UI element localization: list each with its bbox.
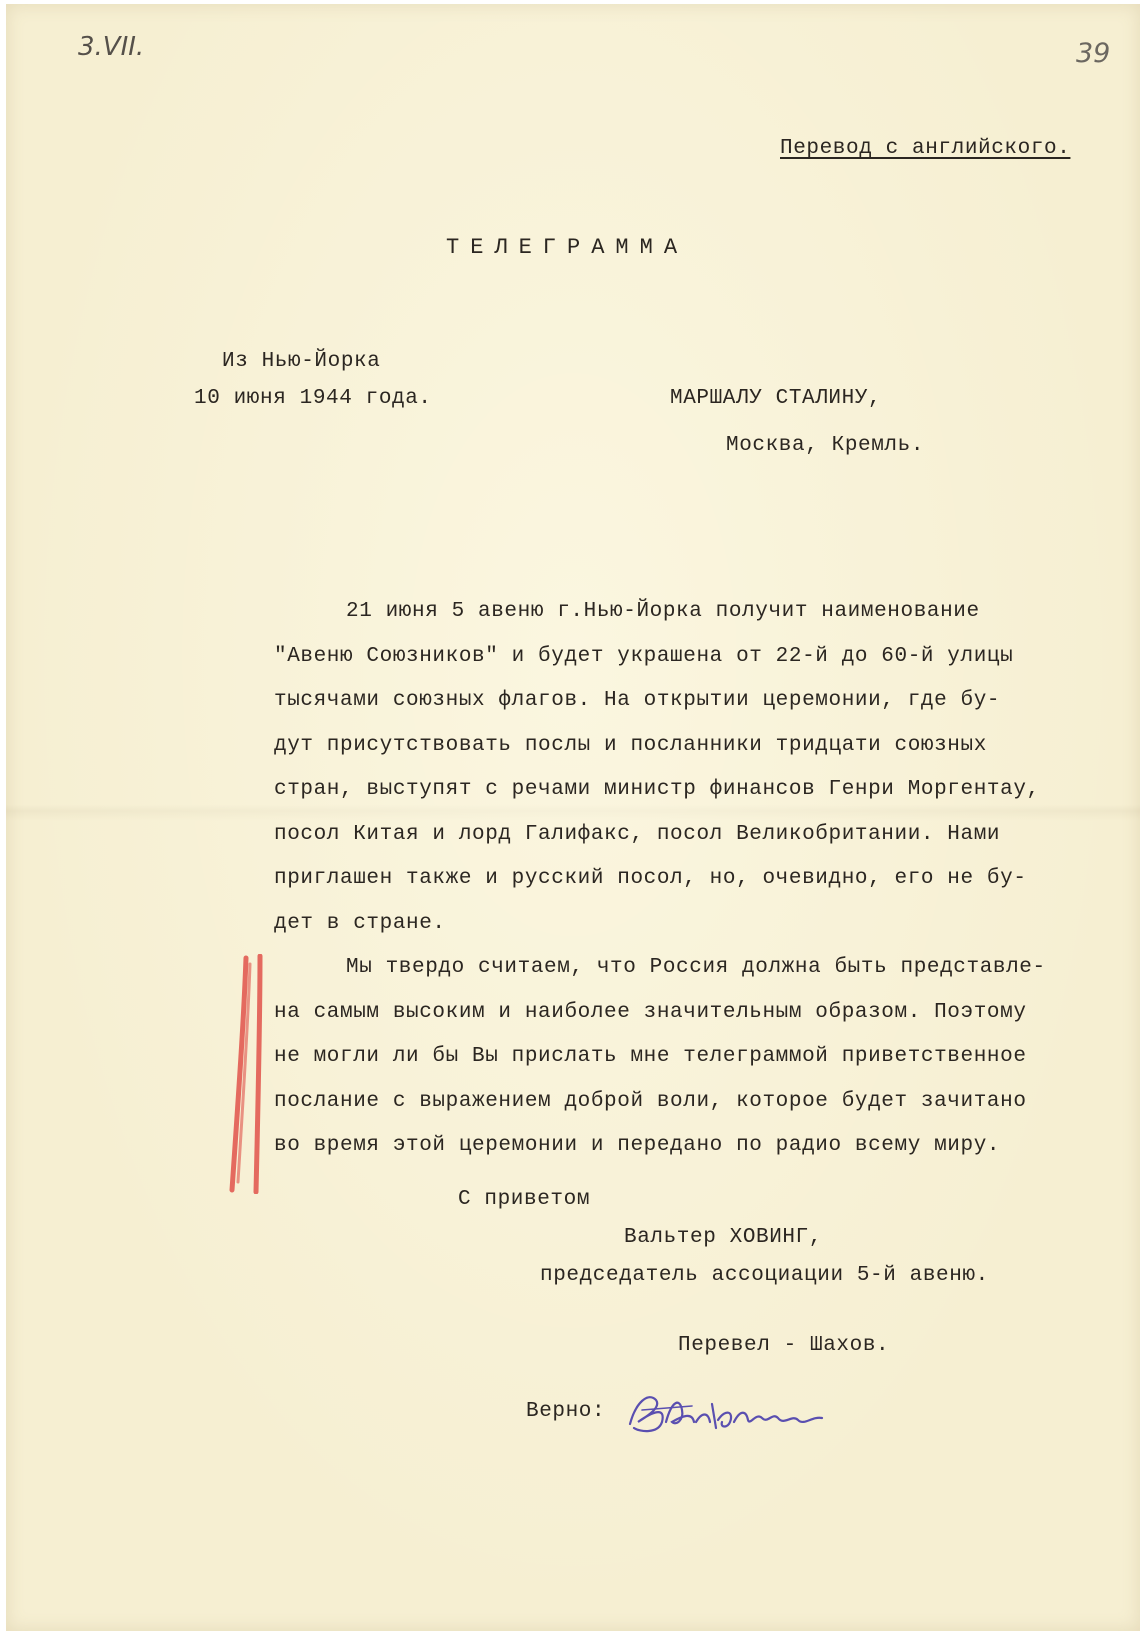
body-line: тысячами союзных флагов. На открытии церемонии, где бу-: [274, 689, 1001, 712]
body-line: Мы твердо считаем, что Россия должна быть представле-: [346, 956, 1046, 979]
paragraph-1: [274, 590, 1094, 946]
page-number: 39: [1076, 38, 1111, 69]
document-title: ТЕЛЕГРАММА: [446, 235, 689, 260]
paragraph-2: [274, 946, 1094, 1169]
body-line: "Авеню Союзников" и будет украшена от 22-й до 60-й улицы: [274, 644, 1014, 668]
archive-mark: 3.VII.: [78, 32, 145, 62]
body-line: 21 июня 5 авеню г.Нью-Йорка получит наименование: [346, 600, 980, 623]
handwritten-signature: [622, 1382, 842, 1442]
body-line: приглашен также и русский посол, но, очевидно, его не бу-: [274, 867, 1027, 890]
body-line: во время этой церемонии и передано по радио всему миру.: [274, 1134, 1001, 1157]
origin-date: 10 июня 1944 года.: [194, 387, 432, 410]
body-line: не могли ли бы Вы прислать мне телеграммой приветственное: [274, 1045, 1027, 1068]
closing-greeting: С приветом: [458, 1188, 591, 1211]
translator-line: Перевел - Шахов.: [678, 1334, 890, 1357]
body-line: на самым высоким и наиболее значительным образом. Поэтому: [274, 1000, 1027, 1024]
sender-title: председатель ассоциации 5-й авеню.: [540, 1264, 989, 1287]
origin-place: Из Нью-Йорка: [222, 350, 381, 373]
recipient-name: МАРШАЛУ СТАЛИНУ,: [670, 387, 882, 410]
document-page: [6, 4, 1140, 1631]
sender-name: Вальтер ХОВИНГ,: [624, 1226, 823, 1249]
red-pencil-marks: [224, 954, 264, 1194]
body-line: стран, выступят с речами министр финансов Генри Моргентау,: [274, 778, 1040, 801]
body-line: дет в стране.: [274, 911, 446, 935]
certified-label: Верно:: [526, 1400, 606, 1423]
body-line: посол Китая и лорд Галифакс, посол Великобритании. Нами: [274, 822, 1001, 846]
telegram-body: [274, 590, 1094, 1169]
recipient-address: Москва, Кремль.: [726, 434, 925, 457]
translation-note: Перевод с английского.: [780, 137, 1071, 160]
body-line: дут присутствовать послы и посланники тридцати союзных: [274, 733, 987, 757]
body-line: послание с выражением доброй воли, которое будет зачитано: [274, 1089, 1027, 1113]
